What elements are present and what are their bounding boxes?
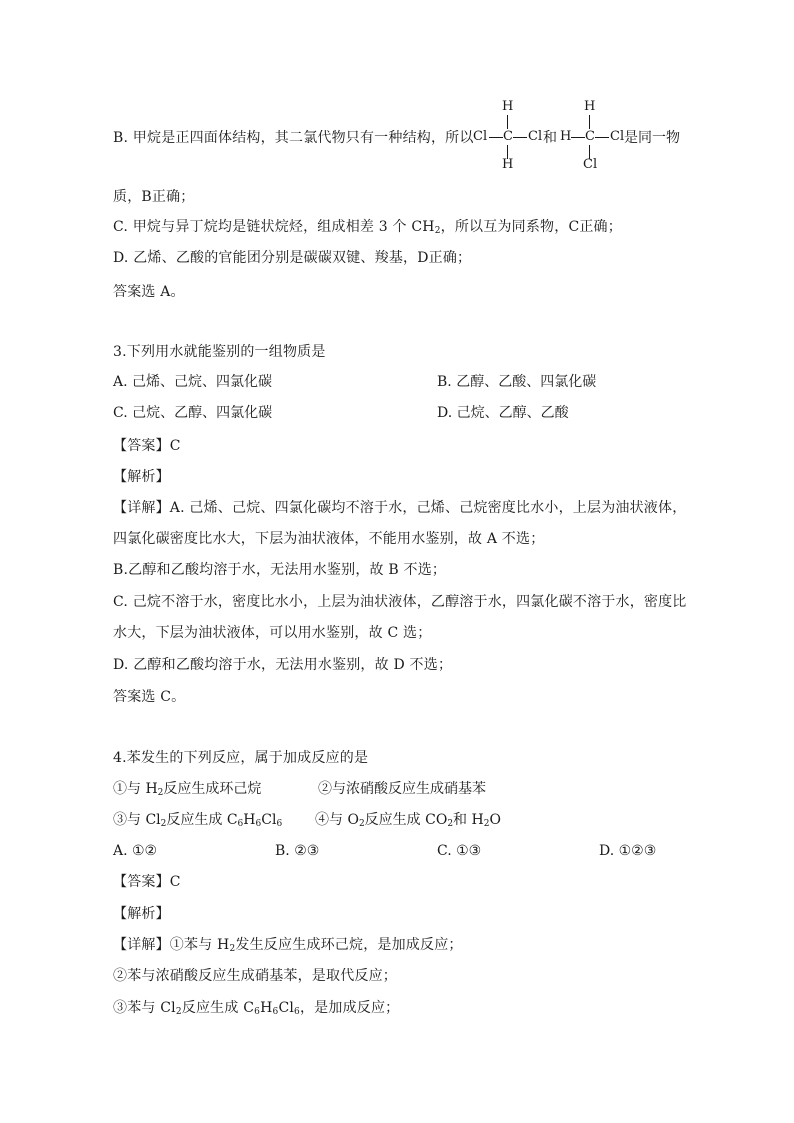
dichloromethane-structure-right	[558, 98, 628, 174]
q2-option-b-prefix: B. 甲烷是正四面体结构，其二氯代物只有一种结构，所以	[113, 130, 474, 146]
q2-option-b-suffix: 是同一物	[624, 130, 680, 146]
q4-item-1: ①与 $H_2$反应生成环己烷	[113, 781, 262, 798]
atom-right: Cl	[610, 129, 625, 144]
q4-option-c: C. ①③	[437, 843, 482, 859]
q4-item-3: ③与 $Cl_2$反应生成 $C_6H_6Cl_6$	[113, 812, 283, 829]
q4-option-d: D. ①②③	[599, 843, 657, 859]
atom-top: H	[502, 99, 514, 114]
bond-left	[489, 137, 503, 138]
q4-detail-3: ③苯与 $Cl_2$反应生成 $C_6H_6Cl_6$，是加成反应；	[113, 1000, 400, 1017]
q3-option-b: B. 乙醇、乙酸、四氯化碳	[437, 374, 597, 390]
q4-detail-1: 【详解】①苯与 $H_2$发生反应生成环己烷，是加成反应；	[113, 937, 463, 954]
q4-stem: 4.苯发生的下列反应，属于加成反应的是	[113, 750, 369, 766]
q3-detail-1b: 四氯化碳密度比水大，下层为油状液体，不能用水鉴别，故 A 不选；	[113, 531, 545, 547]
atom-left: Cl	[473, 129, 488, 144]
q3-answer-tag: 【答案】C	[113, 438, 181, 454]
q4-item-2: ②与浓硝酸反应生成硝基苯	[318, 781, 486, 797]
atom-right: Cl	[528, 129, 543, 144]
bond-right	[513, 137, 527, 138]
dichloromethane-structure-left	[473, 98, 543, 174]
bond-right	[595, 137, 609, 138]
q2-option-c: C. 甲烷与异丁烷均是链状烷烃，组成相差 3 个 $CH_2$，所以互为同系物，C正确；	[113, 219, 622, 236]
q3-option-c: C. 己烷、乙醇、四氯化碳	[113, 405, 273, 421]
q2-option-b-line	[113, 128, 474, 148]
bond-left	[571, 137, 585, 138]
q4-answer-tag: 【答案】C	[113, 874, 181, 890]
q4-option-a: A. ①②	[113, 843, 158, 859]
q2-answer: 答案选 A。	[113, 284, 185, 300]
q3-detail-3b: 水大，下层为油状液体，可以用水鉴别，故 C 选；	[113, 625, 432, 641]
q4-option-b: B. ②③	[275, 843, 320, 859]
q3-analysis-tag: 【解析】	[113, 469, 170, 485]
q2-option-d: D. 乙烯、乙酸的官能团分别是碳碳双键、羧基，D正确；	[113, 250, 472, 266]
q4-analysis-tag: 【解析】	[113, 906, 170, 922]
q3-answer: 答案选 C。	[113, 689, 186, 705]
q4-item-4: ④与 $O_2$反应生成 $CO_2$和 $H_2O$	[315, 812, 501, 829]
q3-detail-1: 【详解】A. 己烯、己烷、四氯化碳均不溶于水，己烯、己烷密度比水小，上层为油状液体，	[113, 500, 687, 516]
q2-option-b-cont: 质，B正确；	[113, 189, 195, 205]
atom-bottom: H	[502, 157, 514, 172]
q3-detail-2: B.乙醇和乙酸均溶于水，无法用水鉴别，故 B 不选；	[113, 562, 447, 578]
q3-detail-4: D. 乙醇和乙酸均溶于水，无法用水鉴别，故 D 不选；	[113, 657, 453, 673]
q3-option-d: D. 己烷、乙醇、乙酸	[437, 405, 569, 421]
bond-top	[507, 115, 508, 129]
atom-center: C	[503, 129, 513, 144]
q4-detail-2: ②苯与浓硝酸反应生成硝基苯，是取代反应；	[113, 968, 397, 984]
q2-option-b-and: 和	[543, 130, 557, 146]
atom-left: H	[560, 129, 572, 144]
atom-top: H	[584, 99, 596, 114]
q3-stem: 3.下列用水就能鉴别的一组物质是	[113, 344, 326, 360]
q3-option-a: A. 己烯、己烷、四氯化碳	[113, 374, 273, 390]
atom-center: C	[585, 129, 595, 144]
bond-top	[589, 115, 590, 129]
q3-detail-3: C. 己烷不溶于水，密度比水小，上层为油状液体，乙醇溶于水，四氯化碳不溶于水，密度比	[113, 594, 687, 610]
atom-bottom: Cl	[583, 157, 598, 172]
